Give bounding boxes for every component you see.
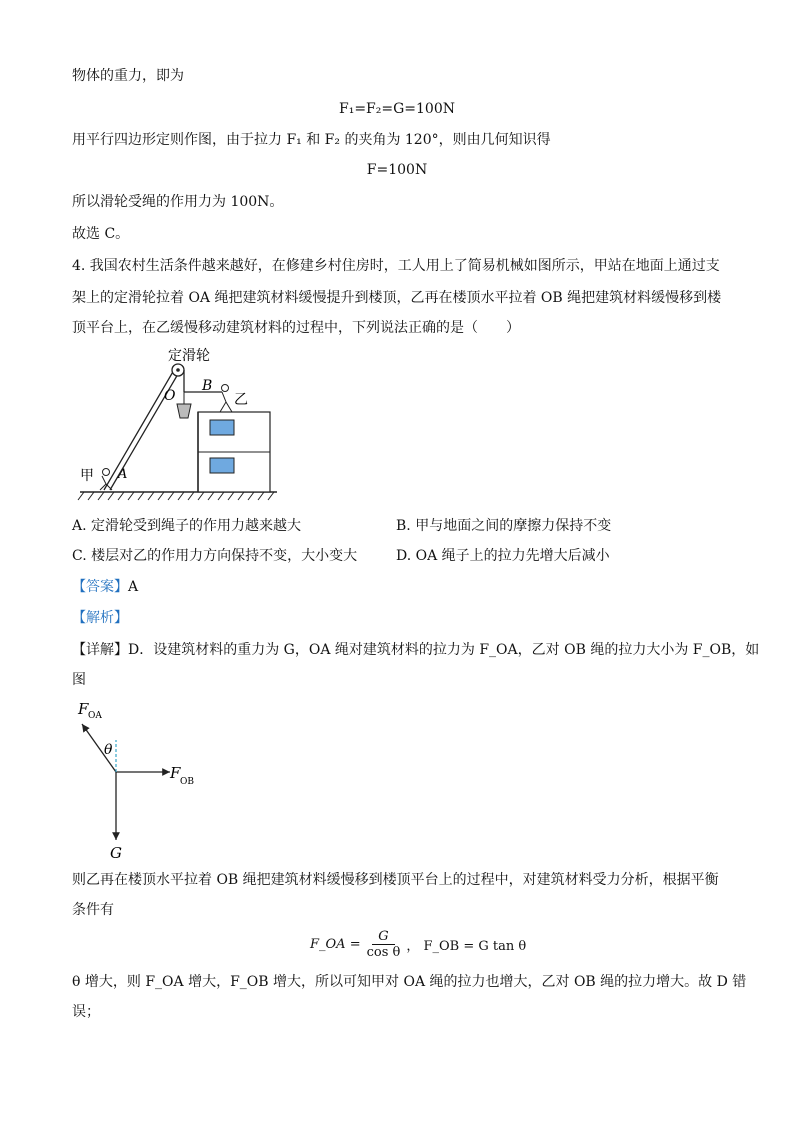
fraction-denominator: cos θ: [366, 944, 401, 960]
label-F-OA: F: [78, 700, 89, 718]
text-line: 故选 C。: [72, 226, 130, 242]
fraction-numerator: G: [372, 929, 394, 945]
person-yi: [222, 385, 229, 392]
person-yi-body: [220, 392, 232, 412]
option-a: A. 定滑轮受到绳子的作用力越来越大: [72, 518, 302, 534]
detail-tag: 【详解】: [72, 642, 128, 658]
equation-forces: F₁=F₂=G=100N: [339, 101, 455, 117]
pulley-diagram: [72, 340, 282, 510]
text-line: 误；: [72, 1004, 100, 1020]
equation-row: [310, 924, 526, 964]
detail-text: D．设建筑材料的重力为 G，OA 绳对建筑材料的拉力为 F_OA，乙对 OB 绳的拉力大小为 F_OB，如: [128, 642, 760, 658]
equation-rhs: ， F_OB = G tan θ: [406, 938, 527, 954]
answer-value: A: [128, 579, 139, 595]
label-F-OB: F: [170, 764, 181, 782]
option-c: C. 楼层对乙的作用力方向保持不变，大小变大: [72, 548, 358, 564]
label-yi: 乙: [234, 392, 248, 408]
label-B: B: [202, 378, 213, 394]
answer-tag: 【答案】: [72, 579, 128, 595]
label-theta: θ: [104, 742, 113, 758]
analysis-tag: 【解析】: [72, 610, 128, 626]
option-b: B. 甲与地面之间的摩擦力保持不变: [396, 518, 612, 534]
option-d: D. OA 绳子上的拉力先增大后减小: [396, 548, 610, 564]
label-pulley: 定滑轮: [168, 348, 210, 364]
answer-row: [72, 577, 138, 597]
pulley-axle: [176, 368, 180, 372]
text-line: 物体的重力，即为: [72, 68, 184, 84]
label-O: O: [164, 388, 176, 404]
text-line: 用平行四边形定则作图，由于拉力 F₁ 和 F₂ 的夹角为 120°，则由几何知识得: [72, 132, 551, 148]
text-line: 所以滑轮受绳的作用力为 100N。: [72, 194, 284, 210]
label-A: A: [118, 467, 128, 482]
label-jia: 甲: [80, 468, 94, 484]
person-jia: [103, 469, 110, 476]
question-text: 架上的定滑轮拉着 OA 绳把建筑材料缓慢提升到楼顶，乙再在楼顶水平拉着 OB 绳把建筑材料缓慢移到楼: [72, 290, 722, 306]
text-line: 条件有: [72, 902, 114, 918]
ground-hatch: [78, 492, 274, 500]
detail-row: [72, 640, 759, 660]
question-text: 4. 我国农村生活条件越来越好，在修建乡村住房时，工人用上了简易机械如图所示，甲站在地面上通过支: [72, 258, 720, 274]
text-line: θ 增大，则 F_OA 增大，F_OB 增大，所以可知甲对 OA 绳的拉力也增大，乙对 OB 绳的拉力增大。故 D 错: [72, 974, 747, 990]
fraction: [367, 929, 401, 960]
force-diagram: [72, 694, 212, 864]
equation-lhs: F_OA =: [310, 936, 361, 952]
label-F-OA-sub: OA: [88, 711, 102, 721]
detail-text: 图: [72, 672, 86, 688]
text-line: 则乙再在楼顶水平拉着 OB 绳把建筑材料缓慢移到楼顶平台上的过程中，对建筑材料受力分析，根据平衡: [72, 872, 719, 888]
label-F-OB-sub: OB: [180, 777, 194, 787]
window-lower: [210, 458, 234, 473]
label-G: G: [110, 844, 122, 862]
question-text: 顶平台上，在乙缓慢移动建筑材料的过程中，下列说法正确的是（ ）: [72, 320, 520, 336]
window-upper: [210, 420, 234, 435]
equation-result: F=100N: [366, 162, 428, 178]
material-bucket: [177, 404, 191, 418]
analysis-row: [72, 608, 128, 628]
